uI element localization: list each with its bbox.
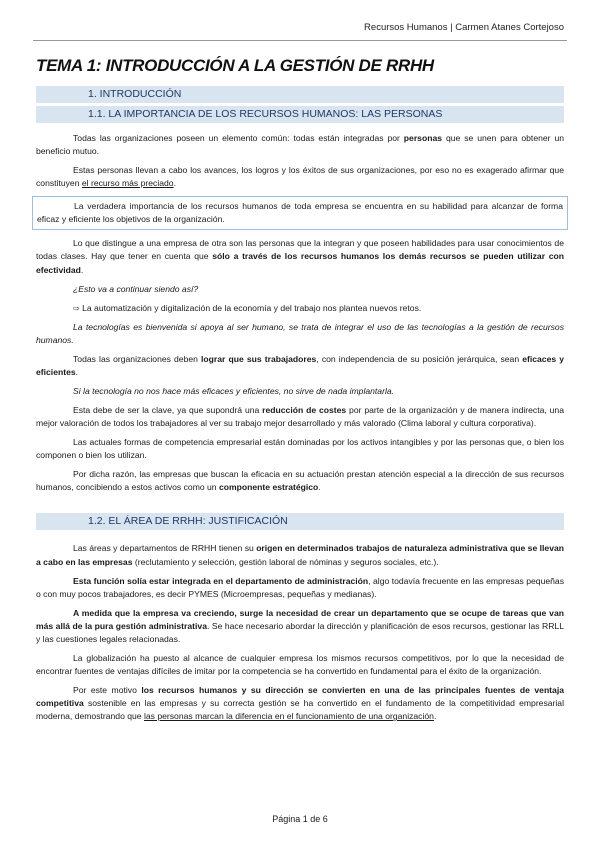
paragraph: Todas las organizaciones poseen un elemento común: todas están integradas por personas que se unen para obtener un beneficio mutuo. — [36, 133, 565, 157]
paragraph: Por este motivo los recursos humanos y su dirección se convierten en una de las principales fuentes de ventaja competitiva sostenible en las empresas y su correcta gestión se ha convertido en el fundamento de la competitividad empresarial moderna, demostrando que las personas marcan la diferencia en el funcionamiento de una organización. — [36, 685, 564, 722]
paragraph: Las actuales formas de competencia empresarial están dominadas por los activos intangibles y por las personas que, o bien los componen o bien los utilizan. — [36, 437, 564, 461]
document-title: TEMA 1: INTRODUCCIÓN A LA GESTIÓN DE RRHH — [36, 56, 434, 75]
paragraph: A medida que la empresa va creciendo, surge la necesidad de crear un departamento que se ocupe de tareas que van más allá de la pura gestión administrativa. Se hace necesario abordar la dirección y planificación de esos recursos, gestionar las RRLL y las cuestiones legales relacionadas. — [36, 607, 564, 644]
paragraph: Lo que distingue a una empresa de otra son las personas que la integran y que poseen habilidades para usar conocimientos de todas clases. Hay que tener en cuenta que sólo a través de los recursos humanos los demás recursos se pueden utilizar con efectividad. — [36, 238, 565, 275]
paragraph: La globalización ha puesto al alcance de cualquier empresa los mismos recursos competitivos, por lo que la necesidad de encontrar fuentes de ventajas difíciles de imitar por la competencia se ha convertido en fundamental para el éxito de la organización. — [36, 652, 564, 676]
italic-question: ¿Esto va a continuar siendo así? — [73, 283, 199, 294]
arrow-icon: ⇨ — [73, 303, 80, 313]
subsection-heading-importancia: 1.1. LA IMPORTANCIA DE LOS RECURSOS HUMANOS: LAS PERSONAS — [36, 106, 564, 123]
arrow-point: ⇨ La automatización y digitalización de la economía y del trabajo nos plantea nuevos retos. — [73, 302, 422, 313]
paragraph: Esta función solía estar integrada en el departamento de administración, algo todavía frecuente en las empresas pequeñas o con muy pocos trabajadores, es decir PYMES (Microempresas, pequeñas y medianas). — [36, 575, 564, 599]
page-number: Página 1 de 6 — [272, 814, 328, 824]
paragraph: Esta debe de ser la clave, ya que supondrá una reducción de costes por parte de la organización y de manera indirecta, una mejor valoración de todos los trabajadores al ver su trabajo mejor desarrollado y más valorado (Clima laboral y cultura corporativa). — [36, 405, 564, 429]
paragraph: Las áreas y departamentos de RRHH tienen su origen en determinados trabajos de naturaleza administrativa que se llevan a cabo en las empresas (reclutamiento y selección, gestión laboral de nóminas y seguros sociales, etc.). — [36, 543, 565, 567]
paragraph: Estas personas llevan a cabo los avances, los logros y los éxitos de sus organizaciones, por eso no es exagerado afirmar que constituyen el recurso más preciado. — [36, 165, 564, 189]
highlighted-paragraph: La verdadera importancia de los recursos humanos de toda empresa se encuentra en su habilidad para alcanzar de forma eficaz y eficiente los objetivos de la organización. — [32, 196, 568, 230]
italic-paragraph: La tecnologías es bienvenida si apoya al ser humano, se trata de integrar el uso de las tecnologías a la gestión de recursos humanos. — [36, 321, 564, 345]
header-rule — [33, 40, 567, 41]
paragraph: Por dicha razón, las empresas que buscan la eficacia en su actuación prestan atención especial a la dirección de sus recursos humanos, concibiendo a estos activos como un componente estratégico. — [36, 469, 564, 493]
italic-paragraph: Si la tecnología no nos hace más eficaces y eficientes, no sirve de nada implantarla. — [73, 386, 395, 397]
subsection-heading-area-rrhh: 1.2. EL ÁREA DE RRHH: JUSTIFICACIÓN — [36, 513, 564, 530]
paragraph: Todas las organizaciones deben lograr que sus trabajadores, con independencia de su posición jerárquica, sean eficaces y eficientes. — [36, 353, 565, 377]
running-header: Recursos Humanos | Carmen Atanes Cortejoso — [364, 22, 564, 33]
section-heading-introduccion: 1. INTRODUCCIÓN — [36, 86, 564, 103]
document-body — [36, 86, 564, 729]
